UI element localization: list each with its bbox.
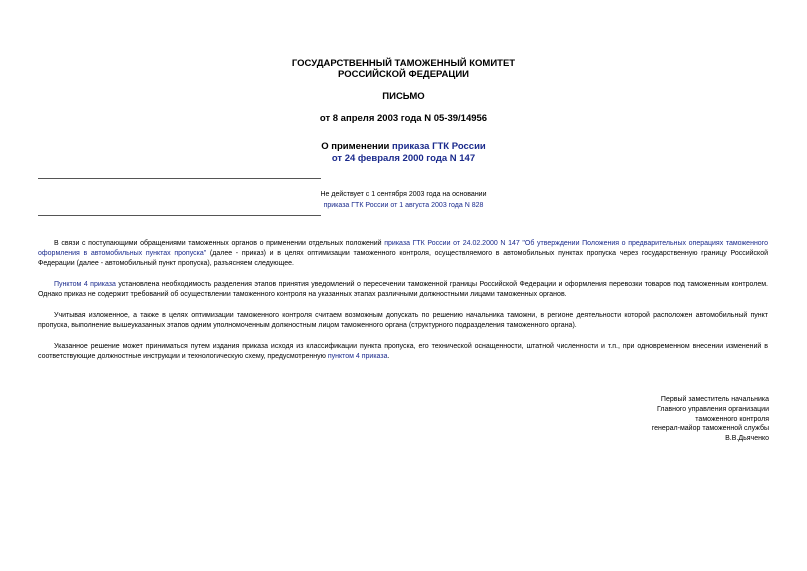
subject-order-link[interactable]: приказа ГТК России — [392, 141, 486, 152]
body-paragraph-1 — [38, 239, 768, 269]
document-subject-line-1 — [0, 141, 807, 152]
document-subject-line-2 — [0, 153, 807, 164]
p4-clause-link[interactable]: пунктом 4 приказа — [327, 353, 388, 360]
subject-prefix: О применении — [321, 141, 393, 152]
signatory-name: В.В.Дьяченко — [725, 435, 769, 442]
status-divider-bottom — [38, 215, 321, 216]
document-date-number: от 8 апреля 2003 года N 05-39/14956 — [319, 113, 488, 124]
signatory-title-line-3: таможенного контроля — [695, 416, 769, 423]
subject-order-date-link[interactable]: от 24 февраля 2000 года N 147 — [331, 153, 476, 164]
signatory-title-line-1: Первый заместитель начальника — [660, 396, 769, 403]
p1-text-end: (далее - приказ) и в целях оптимизации таможенного контроля, осуществляемого в автомобильных пунктах пропуска через государственную границу Российской Федерации (далее - автомобильный пункт пропуска), разъясняем следующее. — [38, 250, 768, 267]
body-paragraph-4 — [38, 342, 768, 362]
body-paragraph-2 — [38, 280, 768, 300]
issuer-line-2: РОССИЙСКОЙ ФЕДЕРАЦИИ — [337, 69, 469, 80]
signatory-title-line-2: Главного управления организации — [657, 406, 769, 413]
status-note: Не действует с 1 сентября 2003 года на основании — [320, 191, 487, 198]
status-divider-top — [38, 178, 321, 179]
issuer-line-1: ГОСУДАРСТВЕННЫЙ ТАМОЖЕННЫЙ КОМИТЕТ — [291, 58, 516, 69]
signatory-rank: генерал-майор таможенной службы — [651, 425, 769, 432]
p4-text-start: Указанное решение может приниматься путем издания приказа исходя из классификации пункта пропуска, его технической оснащенности, штатной численности и т.п., при одновременном внесении изменений в соответствующие должностные инструкции и технологическую схему, предусмотренную — [38, 343, 768, 360]
p2-clause-link[interactable]: Пунктом 4 приказа — [54, 281, 116, 288]
p1-order-link[interactable]: приказа ГТК России от 24.02.2000 N 147 "Об утверждении Положения о предварительных операциях таможенного оформления в автомобильных пунктах пропуска" — [38, 240, 768, 257]
p2-text: установлена необходимость разделения этапов принятия уведомлений о пересечении таможенной границы Российской Федерации и оформления перевозки товаров под таможенным контролем. Однако приказ не содержит требований об осуществлении таможенного контроля на указанных этапах различными должностными лицами таможенных органов. — [38, 281, 768, 298]
p4-text-end: . — [387, 353, 390, 360]
body-paragraph-3: Учитывая изложенное, а также в целях оптимизации таможенного контроля считаем возможным допускать по решению начальника таможни, в регионе деятельности которой расположен автомобильный пункт пропуска, выполнение вышеуказанных этапов одним уполномоченным должностным лицом таможенного органа (структурного подразделения таможенного органа). — [38, 312, 768, 329]
document-type: ПИСЬМО — [382, 91, 425, 102]
p1-text-start: В связи с поступающими обращениями таможенных органов о применении отдельных положений — [54, 240, 385, 247]
repeal-order-link[interactable]: приказа ГТК России от 1 августа 2003 года N 828 — [323, 202, 484, 209]
status-note-link-line — [0, 201, 807, 210]
